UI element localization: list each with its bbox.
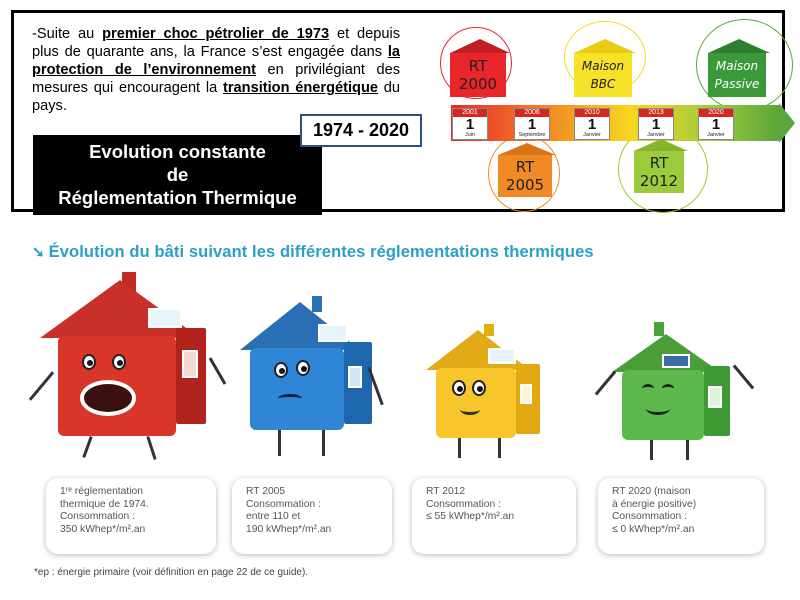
title-box [33, 135, 322, 215]
pupil [279, 368, 285, 374]
side-window [520, 384, 532, 404]
house-rt2005-illustration [238, 296, 388, 466]
eye [82, 354, 96, 370]
house-roof [450, 39, 510, 53]
house-body [436, 368, 516, 438]
top-panel [11, 10, 785, 212]
calendar-day: 1 [465, 116, 475, 133]
footnote: *ep : énergie primaire (voir définition en page 22 de ce guide). [34, 567, 309, 578]
card-line: ≤ 0 kWhep*/m².an [612, 523, 695, 535]
info-card-rt2020 [598, 478, 764, 554]
intro-bold-1: premier choc pétrolier de 1973 [102, 26, 330, 42]
intro-text-3: en privilégiant des mesures qui encouragent la [32, 62, 400, 96]
pupil [301, 366, 307, 372]
house-label-1: RT [468, 57, 488, 75]
house-label-1: RT [515, 158, 535, 176]
house-rt2012 [634, 139, 684, 193]
title-line-2: de [166, 164, 189, 185]
arm [209, 357, 227, 384]
calendar-month: Janvier [583, 132, 601, 138]
calendar-icon [514, 108, 550, 140]
closed-eye [642, 384, 654, 393]
calendar-icon [574, 108, 610, 140]
leg [322, 430, 325, 456]
calendar-month: Septembre [518, 132, 546, 138]
side-window [348, 366, 362, 388]
title-line-3: Réglementation Thermique [58, 187, 297, 208]
house-rt2000 [450, 39, 506, 97]
card-line: RT 2020 (maison [612, 486, 691, 497]
solar-panel [662, 354, 690, 368]
house-label-2: 2005 [505, 176, 545, 194]
house-label-1: Maison [715, 59, 759, 73]
calendar-month: Juin [464, 132, 476, 138]
open-mouth [80, 380, 136, 416]
house-body [498, 155, 552, 197]
pupil [477, 386, 483, 392]
card-line: Consommation : [426, 498, 501, 510]
year-range-box: 1974 - 2020 [300, 114, 422, 147]
eye [452, 380, 466, 396]
intro-text-1: -Suite au [32, 26, 103, 42]
calendar-year: 2020 [699, 109, 733, 117]
house-body [574, 53, 632, 97]
card-line: 190 kWhep*/m².an [246, 523, 332, 535]
card-line: 350 kWhep*/m².an [60, 523, 146, 535]
house-roof [498, 143, 556, 155]
info-card-rt2012 [412, 478, 576, 554]
timeline-graphic [446, 25, 794, 221]
intro-text-4: du pays. [32, 80, 401, 114]
timeline-arrow-head [779, 103, 795, 143]
house-rt2020-illustration [602, 322, 762, 462]
eye [112, 354, 126, 370]
side-window [182, 350, 198, 378]
house-label-1: RT [649, 154, 669, 172]
house-label-2: BBC [590, 77, 616, 91]
roof-window [318, 324, 348, 342]
house-rt2005 [498, 143, 552, 197]
house-rt2012-illustration [418, 322, 558, 462]
leg [82, 436, 92, 458]
leg [498, 438, 501, 458]
calendar-month: Janvier [707, 132, 725, 138]
intro-text-2: et depuis plus de quarante ans, la France s’est engagée dans [32, 26, 400, 60]
roof-window [488, 348, 516, 364]
arm [595, 371, 617, 396]
eye [472, 380, 486, 396]
arm [733, 365, 755, 390]
house-label-1: Maison [581, 59, 625, 73]
leg [458, 438, 461, 458]
card-line: RT 2012 [426, 486, 466, 497]
card-line: Consommation : [246, 498, 321, 510]
calendar-day: 1 [711, 116, 721, 133]
arm [29, 371, 54, 401]
house-label-2: 2000 [458, 75, 498, 93]
card-line: Consommation : [612, 511, 687, 522]
calendar-icon [698, 108, 734, 140]
house-roof [708, 39, 770, 53]
section-title [32, 243, 594, 262]
calendar-day: 1 [651, 116, 661, 133]
roof-window [148, 308, 182, 328]
card-line: 1ʳᵉ réglementation [60, 486, 143, 497]
house-label-2: Passive [714, 77, 760, 91]
calendar-icon [452, 108, 488, 140]
leg [278, 430, 281, 456]
mouth [278, 394, 302, 403]
side-window [708, 386, 722, 408]
house-label-2: 2012 [639, 172, 679, 190]
calendar-year: 2006 [515, 109, 549, 117]
leg [650, 440, 653, 460]
card-line: Consommation : [60, 511, 135, 522]
card-line: à énergie positive) [612, 498, 697, 510]
arrow-down-right-icon: ➘ [32, 244, 45, 261]
calendar-year: 2013 [639, 109, 673, 117]
calendar-day: 1 [527, 116, 537, 133]
calendar-day: 1 [587, 116, 597, 133]
card-line: thermique de 1974. [60, 498, 149, 510]
house-roof [634, 139, 688, 151]
house-roof [574, 39, 636, 53]
house-bbc [574, 39, 632, 97]
house-body [250, 348, 344, 430]
calendar-year: 2001 [453, 109, 487, 117]
house-body [634, 151, 684, 193]
house-passive [708, 39, 766, 97]
house-body [708, 53, 766, 97]
card-line: entre 110 et [246, 511, 301, 522]
leg [146, 436, 156, 460]
calendar-year: 2010 [575, 109, 609, 117]
calendar-month: Janvier [647, 132, 665, 138]
intro-bold-3: transition énergétique [223, 80, 378, 96]
leg [686, 440, 689, 460]
info-card-1974 [46, 478, 216, 554]
house-1974-illustration [40, 272, 230, 472]
info-card-rt2005 [232, 478, 392, 554]
pupil [457, 386, 463, 392]
section-title-text: Évolution du bâti suivant les différentes réglementations thermiques [48, 243, 594, 261]
house-body [450, 53, 506, 97]
eye [296, 360, 310, 376]
calendar-icon [638, 108, 674, 140]
intro-paragraph [32, 25, 400, 115]
pupil [87, 360, 93, 366]
card-line: ≤ 55 kWhep*/m².an [426, 511, 515, 522]
title-line-1: Evolution constante [89, 141, 266, 162]
smile [646, 402, 670, 415]
smile [460, 404, 480, 415]
pupil [117, 360, 123, 366]
eye [274, 362, 288, 378]
intro-bold-2: la protection de l’environnement [32, 44, 400, 78]
card-line: RT 2005 [246, 486, 286, 497]
closed-eye [662, 384, 674, 393]
